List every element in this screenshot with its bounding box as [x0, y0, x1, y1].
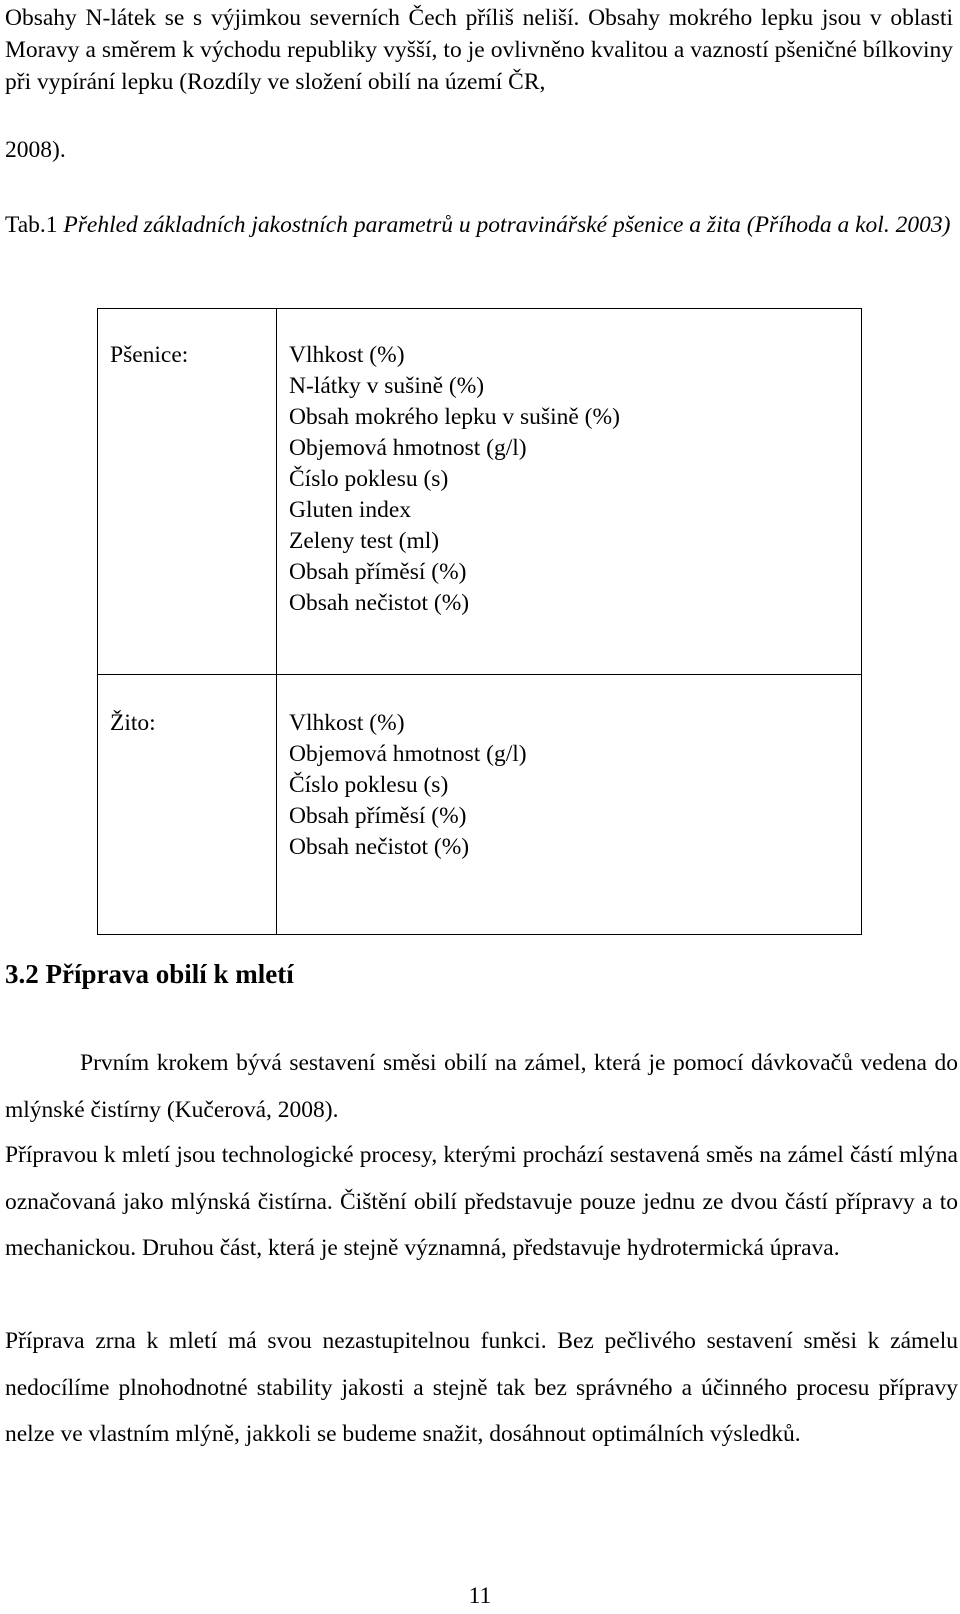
param-item: N-látky v sušině (%): [289, 373, 485, 399]
param-item: Objemová hmotnost (g/l): [289, 741, 527, 767]
params-cell-wheat: [277, 309, 862, 675]
param-item: Obsah nečistot (%): [289, 834, 470, 860]
param-item: Vlhkost (%): [289, 342, 405, 368]
param-item: Zeleny test (ml): [289, 528, 440, 554]
page-number: 11: [468, 1583, 492, 1609]
body-paragraph: Příprava zrna k mletí má svou nezastupitelnou funkci. Bez pečlivého sestavení směsi k zámelu nedocílíme plnohodnotné stability jakosti a stejně tak bez správného a účinného procesu přípravy nelze ve vlastním mlýně, jakkoli se budeme snažit, dosáhnout optimálních výsledků.: [5, 1328, 958, 1447]
param-item: Obsah mokrého lepku v sušině (%): [289, 404, 620, 430]
table-row-rye: [98, 675, 862, 935]
param-item: Obsah nečistot (%): [289, 590, 470, 616]
grain-cell-rye: Žito:: [98, 675, 277, 935]
table-caption-title: Přehled základních jakostních parametrů u potravinářské pšenice a žita (Příhoda a kol. 2003): [63, 212, 951, 238]
table-row-wheat: [98, 309, 862, 675]
param-item: Objemová hmotnost (g/l): [289, 435, 527, 461]
param-item: Vlhkost (%): [289, 710, 405, 736]
section-heading: 3.2 Příprava obilí k mletí: [5, 959, 294, 989]
intro-paragraph-end: 2008).: [5, 137, 66, 163]
quality-parameters-table: [97, 308, 862, 935]
param-item: Číslo poklesu (s): [289, 772, 449, 798]
param-item: Číslo poklesu (s): [289, 466, 449, 492]
grain-cell-wheat: Pšenice:: [98, 309, 277, 675]
body-paragraph: Přípravou k mletí jsou technologické procesy, kterými prochází sestavená směs na zámel částí mlýna označovaná jako mlýnská čistírna. Čištění obilí představuje pouze jednu ze dvou částí přípravy a to mechanickou. Druhou část, která je stejně významná, představuje hydrotermická úprava.: [5, 1142, 958, 1261]
params-cell-rye: [277, 675, 862, 935]
param-item: Obsah příměsí (%): [289, 803, 467, 829]
table-caption: [5, 210, 953, 240]
param-item: Gluten index: [289, 497, 412, 523]
intro-paragraph: Obsahy N-látek se s výjimkou severních Čech příliš neliší. Obsahy mokrého lepku jsou v oblasti Moravy a směrem k východu republiky vyšší, to je ovlivněno kvalitou a vazností pšeničné bílkoviny při vypírání lepku (Rozdíly ve složení obilí na území ČR,: [5, 5, 953, 95]
param-item: Obsah příměsí (%): [289, 559, 467, 585]
body-paragraph: Prvním krokem bývá sestavení směsi obilí na zámel, která je pomocí dávkovačů vedena do mlýnské čistírny (Kučerová, 2008).: [5, 1050, 958, 1123]
table-caption-label: Tab.1: [5, 212, 58, 238]
